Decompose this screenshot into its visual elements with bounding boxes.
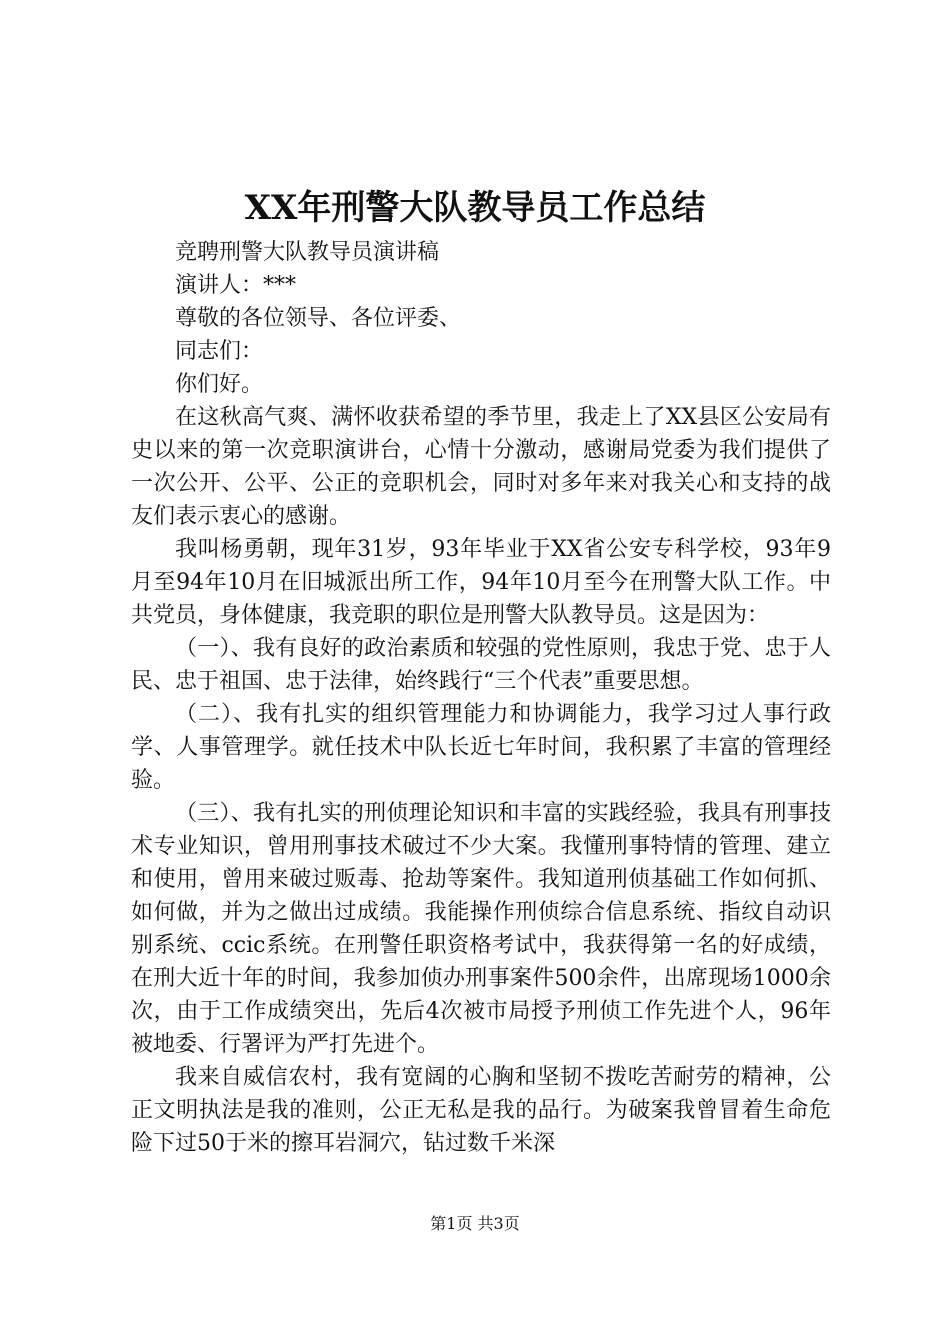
page-number-footer: 第1页 共3页 [430, 1214, 520, 1233]
paragraph-background: 我来自威信农村，我有宽阔的心胸和坚韧不拨吃苦耐劳的精神，公正文明执法是我的准则，公正无私是我的品行。为破案我曾冒着生命危险下过50于米的擦耳岩洞穴，钻过数千米深 [131, 1065, 831, 1156]
paragraph-salutation: 尊敬的各位领导、各位评委、 [175, 306, 462, 331]
paragraph-speaker: 演讲人：*** [175, 273, 297, 298]
paragraph-reason-3: （三）、我有扎实的刑侦理论知识和丰富的实践经验，我具有刑事技术专业知识，曾用刑事技术破过不少大案。我懂刑事特情的管理、建立和使用，曾用来破过贩毒、抢劫等案件。我知道刑侦基础工作如何抓、如何做，并为之做出过成绩。我能操作刑侦综合信息系统、指纹自动识别系统、ccic系统。在刑警任职资格考试中，我获得第一名的好成绩，在刑大近十年的时间，我参加侦办刑事案件500余件，出席现场1000余次，由于工作成绩突出，先后4次被市局授予刑侦工作先进个人，96年被地委、行署评为严打先进个。 [131, 801, 831, 1057]
paragraph-reason-2: （二）、我有扎实的组织管理能力和协调能力，我学习过人事行政学、人事管理学。就任技术中队长近七年时间，我积累了丰富的管理经验。 [131, 702, 831, 793]
paragraph-subtitle: 竞聘刑警大队教导员演讲稿 [175, 240, 440, 265]
paragraph-greeting: 你们好。 [175, 372, 264, 397]
paragraph-comrades: 同志们： [175, 339, 264, 364]
paragraph-opening: 在这秋高气爽、满怀收获希望的季节里，我走上了XX县区公安局有史以来的第一次竞职演讲台，心情十分激动，感谢局党委为我们提供了一次公开、公平、公正的竞职机会，同时对多年来对我关心和支持的战友们表示衷心的感谢。 [131, 405, 831, 529]
document-title: XX年刑警大队教导员工作总结 [244, 188, 706, 228]
paragraph-reason-1: （一）、我有良好的政治素质和较强的党性原则，我忠于党、忠于人民、忠于祖国、忠于法律，始终践行“三个代表”重要思想。 [131, 636, 831, 694]
document-body [131, 236, 831, 1160]
paragraph-introduction: 我叫杨勇朝，现年31岁，93年毕业于XX省公安专科学校，93年9月至94年10月在旧城派出所工作，94年10月至今在刑警大队工作。中共党员，身体健康，我竞职的职位是刑警大队教导员。这是因为： [131, 537, 831, 628]
